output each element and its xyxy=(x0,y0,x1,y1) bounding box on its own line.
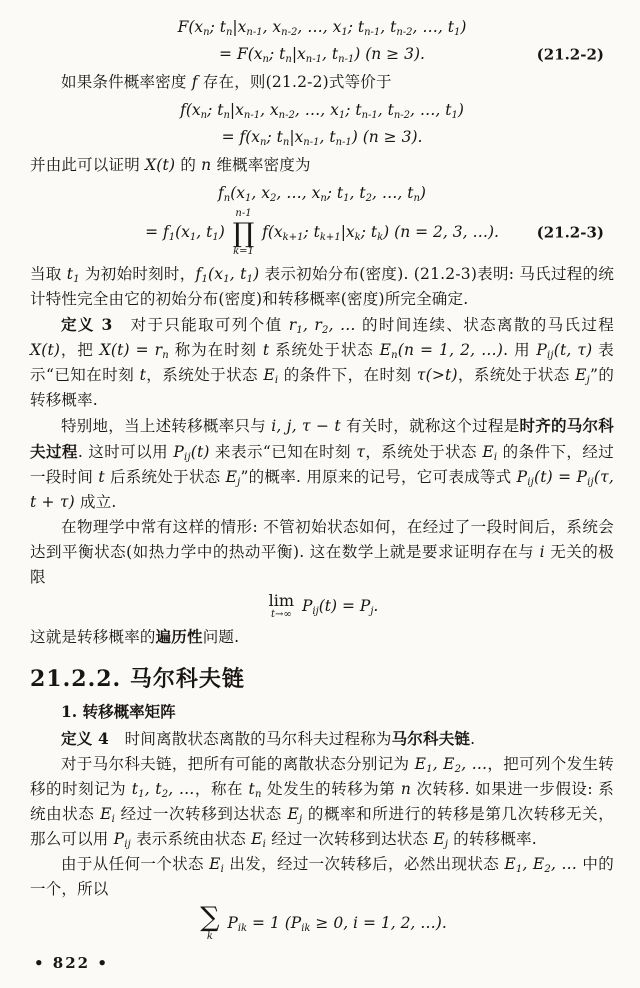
math-expression: $E_j$ xyxy=(287,805,303,826)
math-expression: $f(x_{k+1}$; $t_{k+1}|x_k$; $t_k$) (n = 2, 3, …). xyxy=(257,223,499,244)
text-run: 后系统处于状态 xyxy=(104,467,226,486)
text-run: 对于只能取可列个值 xyxy=(112,315,289,334)
math-expression: $P_{ij}(t)$ xyxy=(173,442,210,463)
para-from-any-state xyxy=(30,852,614,902)
math-expression: $F(x_n$; $t_n|x_{n-1}$, $x_{n-2}$, …, $x_1$; $t_{n-1}$, $t_{n-2}$, …, $t_1$) xyxy=(177,18,467,38)
math-expression: $t_1$ xyxy=(66,264,80,285)
text-run: ”的转移概率. xyxy=(30,365,615,409)
eq-21-2-3 xyxy=(30,181,614,259)
text-run: ”的概率. 用原来的记号，它可表成等式 xyxy=(240,467,517,486)
para-density-equivalence xyxy=(30,70,614,95)
text-run: ，称在 xyxy=(194,780,249,799)
math-expression: = $F(x_n$; $t_n|x_{n-1}$, $t_{n-1}$) (n ≥ 3). xyxy=(219,45,425,65)
text-run: 成立. xyxy=(74,492,117,511)
equation-number: (21.2-3) xyxy=(536,223,604,242)
formula-line xyxy=(30,902,614,943)
subsection-heading-transition-matrix: 1. 转移概率矩阵 xyxy=(61,702,176,722)
text-run: 在物理学中常有这样的情形: 不管初始状态如何，在经过了一段时间后，系统会达到平衡状态(如热力学中的热动平衡). 这在数学上就是要求证明存在与 xyxy=(30,517,614,561)
bold-text-run: 定义 3 xyxy=(61,314,113,334)
math-expression: $P_{ik} = 1$ ($P_{ik} \ge 0$, i = 1, 2, …). xyxy=(222,914,447,935)
math-expression: $P_{ij}(t) = P_j$. xyxy=(297,596,379,617)
math-expression: $f_n(x_1$, $x_2$, …, $x_n$; $t_1$, $t_2$, …, $t_n$) xyxy=(218,184,426,204)
text-run: ，系统处于状态 xyxy=(365,442,483,461)
para-n-dim-density xyxy=(30,153,614,178)
operator-symbol: ∏ xyxy=(232,217,255,249)
math-expression: τ xyxy=(356,442,366,461)
text-run: 的条件下，经过一段时间 xyxy=(30,442,614,486)
formula-line xyxy=(30,15,614,40)
text-run: 的转移概率. xyxy=(448,830,537,849)
text-run: 表示系统由状态 xyxy=(130,830,252,849)
math-expression: $X(t) = r_n$ xyxy=(99,340,169,361)
operator-lower-limit: k=1 xyxy=(233,246,254,258)
text-run: 如果条件概率密度 xyxy=(61,73,192,91)
text-run: 无关的极限 xyxy=(30,542,614,586)
text-run: 的条件下，在时刻 xyxy=(278,365,417,384)
text-run: 这就是转移概率的 xyxy=(30,628,156,647)
math-expression: t xyxy=(139,365,146,384)
eq-row-sum xyxy=(30,902,614,943)
page-number: • 822 • xyxy=(34,954,109,972)
math-expression: $E_j$ xyxy=(575,365,590,386)
text-run: 系统处于状态 xyxy=(269,340,380,359)
text-run: 的 xyxy=(175,156,202,174)
eq-conditional-density xyxy=(30,98,614,150)
section-heading-21-2-2: 21.2.2. 马尔科夫链 xyxy=(30,666,245,693)
text-run: 对于马尔科夫链，把所有可能的离散状态分别记为 xyxy=(61,755,415,774)
para-markov-chain-states xyxy=(30,752,614,852)
math-expression: X(t) xyxy=(30,340,61,359)
math-expression: n xyxy=(201,156,212,174)
math-expression: $E_1$, $E_2$, … xyxy=(414,755,488,776)
text-run: 经过一次转移到达状态 xyxy=(115,805,288,824)
para-ergodicity xyxy=(30,624,614,650)
math-expression: $f_1(x_1$, $t_1$) xyxy=(195,264,260,285)
text-run: ，系统处于状态 xyxy=(146,365,264,384)
para-definition-4 xyxy=(30,726,614,752)
text-run: 次转移. 如果进一步假设: 系统由状态 xyxy=(30,780,615,824)
text-run: 出发，经过一次转移后，必然出现状态 xyxy=(224,855,505,874)
math-expression: i, j, τ − t xyxy=(271,416,341,435)
formula-line xyxy=(30,181,614,206)
math-expression: = $f(x_n$; $t_n|x_{n-1}$, $t_{n-1}$) (n ≥ 3). xyxy=(221,128,423,148)
text-run: ，把可列个发生转移的时刻记为 xyxy=(30,755,614,799)
bold-text-run: 马尔科夫链 xyxy=(391,729,471,749)
text-run: 并由此可以证明 xyxy=(30,156,146,174)
equation-number: (21.2-2) xyxy=(536,45,604,63)
math-expression: $f(x_n$; $t_n|x_{n-1}$, $x_{n-2}$, …, $x_1$; $t_{n-1}$, $t_{n-2}$, …, $t_1$) xyxy=(180,101,464,121)
math-expression: X(t) xyxy=(145,156,176,174)
math-expression: $t_1$, $t_2$, … xyxy=(131,780,195,801)
math-expression: = $f_1(x_1$, $t_1$) xyxy=(145,223,230,244)
text-run: 来表示“已知在时刻 xyxy=(209,442,357,461)
text-run: 当取 xyxy=(30,264,67,283)
math-expression: f xyxy=(191,73,198,91)
lim-operator xyxy=(268,590,295,622)
bold-text-run: 遍历性 xyxy=(155,627,203,647)
text-run: 时间离散状态离散的马尔科夫过程称为 xyxy=(108,730,392,749)
math-expression: n xyxy=(400,780,411,799)
prod-operator xyxy=(233,208,255,259)
text-run: ，系统处于状态 xyxy=(457,365,576,384)
text-run: . xyxy=(470,730,476,749)
operator-lower-limit: t→∞ xyxy=(270,608,292,620)
para-initial-distribution xyxy=(30,262,614,312)
math-expression: $P_{ij}$ xyxy=(113,830,131,851)
math-expression: $P_{ij}(t) = P_{ij}(\tau$, t + τ) xyxy=(30,467,614,511)
math-expression: $E_n(n = 1$, 2, …) xyxy=(379,340,504,361)
math-expression: t xyxy=(262,340,270,359)
operator-symbol: lim xyxy=(268,590,295,610)
text-run: . 这时可以用 xyxy=(77,442,174,461)
math-expression: $P_{ij}(t$, τ) xyxy=(536,340,593,361)
para-time-homogeneous xyxy=(30,413,614,515)
math-expression: $E_i$ xyxy=(251,830,267,851)
math-expression: $E_i$ xyxy=(482,442,498,463)
para-definition-3 xyxy=(30,312,614,413)
text-run: . 用 xyxy=(503,340,537,359)
text-run: 处发生的转移为第 xyxy=(261,780,401,799)
math-expression: $E_i$ xyxy=(100,805,116,826)
math-expression: $t_n$ xyxy=(248,780,262,801)
operator-upper-limit: n-1 xyxy=(235,208,252,219)
bold-text-run: 定义 4 xyxy=(61,729,109,749)
eq-ergodic-limit xyxy=(30,590,614,622)
math-expression: $E_i$ xyxy=(209,855,225,876)
text-run: 中的一个，所以 xyxy=(30,855,614,899)
text-run: 特别地，当上述转移概率只与 xyxy=(61,416,272,435)
math-expression: $r_1$, $r_2$, … xyxy=(288,315,356,336)
text-run: 表示初始分布(密度). (21.2-3)表明: 马氏过程的统计特性完全由它的初始分布(密度)和转移概率(密度)所完全确定. xyxy=(30,264,615,308)
text-run: 经过一次转移到达状态 xyxy=(266,830,434,849)
text-run: 问题. xyxy=(202,628,240,647)
math-expression: t xyxy=(98,467,105,486)
eq-21-2-2 xyxy=(30,15,614,67)
math-expression: τ(>t) xyxy=(416,365,458,384)
text-run: 为初始时刻时， xyxy=(79,264,196,283)
sum-operator xyxy=(200,902,220,943)
text-run: 有关时，就称这个过程是 xyxy=(340,416,520,435)
operator-symbol: ∑ xyxy=(200,902,220,934)
text-run: 维概率密度为 xyxy=(211,156,311,174)
math-expression: i xyxy=(539,542,545,561)
math-expression: $E_j$ xyxy=(433,830,449,851)
math-expression: $E_j$ xyxy=(225,467,241,488)
formula-line xyxy=(30,590,614,622)
para-physics-equilibrium xyxy=(30,515,614,590)
math-expression: $E_1$, $E_2$, … xyxy=(504,855,578,876)
text-run: 的概率和所进行的转移是第几次转移无关，那么可以用 xyxy=(30,805,614,849)
formula-line xyxy=(30,42,614,67)
text-run: 称为在时刻 xyxy=(168,340,263,359)
formula-line xyxy=(30,98,614,123)
math-expression: $E_i$ xyxy=(263,365,279,386)
bold-text-run: 时齐的马尔科夫过程 xyxy=(30,415,614,461)
formula-line xyxy=(30,125,614,150)
operator-lower-limit: k xyxy=(206,930,213,942)
text-run: ，把 xyxy=(60,340,100,359)
text-run: 的时间连续、状态离散的马氏过程 xyxy=(355,315,614,334)
formula-line xyxy=(30,208,614,259)
text-run: 存在，则(21.2-2)式等价于 xyxy=(197,73,392,91)
text-run: 表示“已知在时刻 xyxy=(30,340,614,384)
text-run: 由于从任何一个状态 xyxy=(61,855,210,874)
